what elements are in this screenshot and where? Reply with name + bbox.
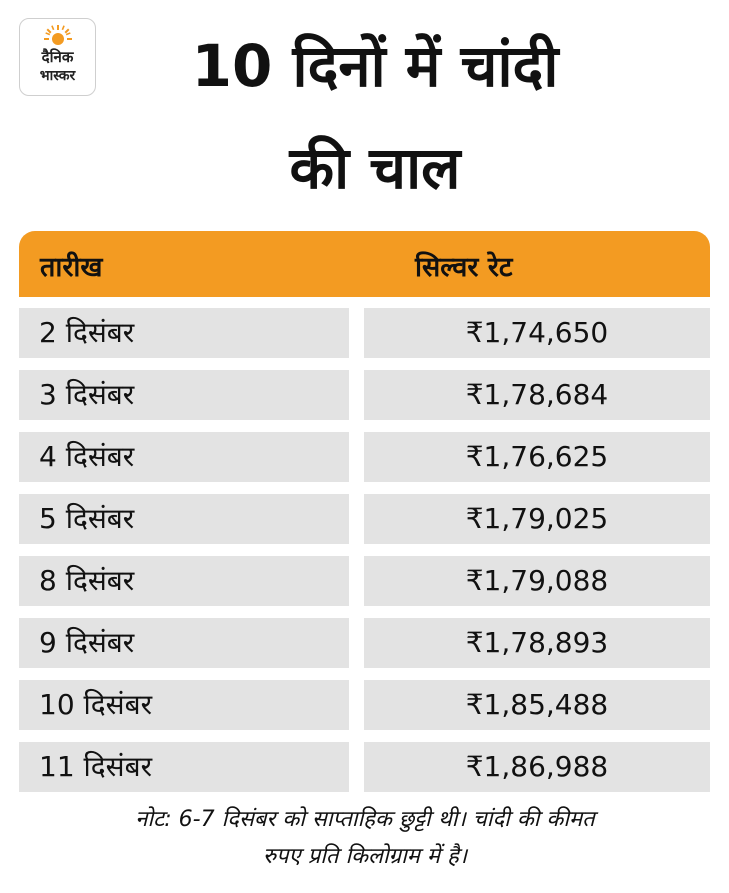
rate-cell: ₹1,86,988 xyxy=(364,742,710,792)
rate-cell: ₹1,79,025 xyxy=(364,494,710,544)
date-cell: 3 दिसंबर xyxy=(19,370,349,420)
page-title-line2: की चाल xyxy=(289,134,461,202)
date-cell: 9 दिसंबर xyxy=(19,618,349,668)
footnote-line1: नोट: 6-7 दिसंबर को साप्ताहिक छुट्टी थी। चांदी की कीमत xyxy=(135,807,595,832)
rate-cell: ₹1,85,488 xyxy=(364,680,710,730)
date-cell: 2 दिसंबर xyxy=(19,308,349,358)
page-title-line1: 10 दिनों में चांदी xyxy=(191,32,559,100)
date-cell: 10 दिसंबर xyxy=(19,680,349,730)
date-cell: 11 दिसंबर xyxy=(19,742,349,792)
date-cell: 8 दिसंबर xyxy=(19,556,349,606)
rate-cell: ₹1,78,684 xyxy=(364,370,710,420)
column-header-rate: सिल्वर रेट xyxy=(415,252,513,283)
rate-cell: ₹1,78,893 xyxy=(364,618,710,668)
footnote-line2: रुपए प्रति किलोग्राम में है। xyxy=(262,844,468,869)
sun-icon xyxy=(44,25,72,49)
logo-text-line2: भास्कर xyxy=(39,68,76,84)
date-cell: 5 दिसंबर xyxy=(19,494,349,544)
table-header xyxy=(19,231,710,297)
dainik-bhaskar-logo xyxy=(19,18,96,96)
rate-cell: ₹1,79,088 xyxy=(364,556,710,606)
column-header-date: तारीख xyxy=(40,252,103,283)
rate-cell: ₹1,76,625 xyxy=(364,432,710,482)
date-cell: 4 दिसंबर xyxy=(19,432,349,482)
rate-cell: ₹1,74,650 xyxy=(364,308,710,358)
logo-text-line1: दैनिक xyxy=(41,48,74,66)
